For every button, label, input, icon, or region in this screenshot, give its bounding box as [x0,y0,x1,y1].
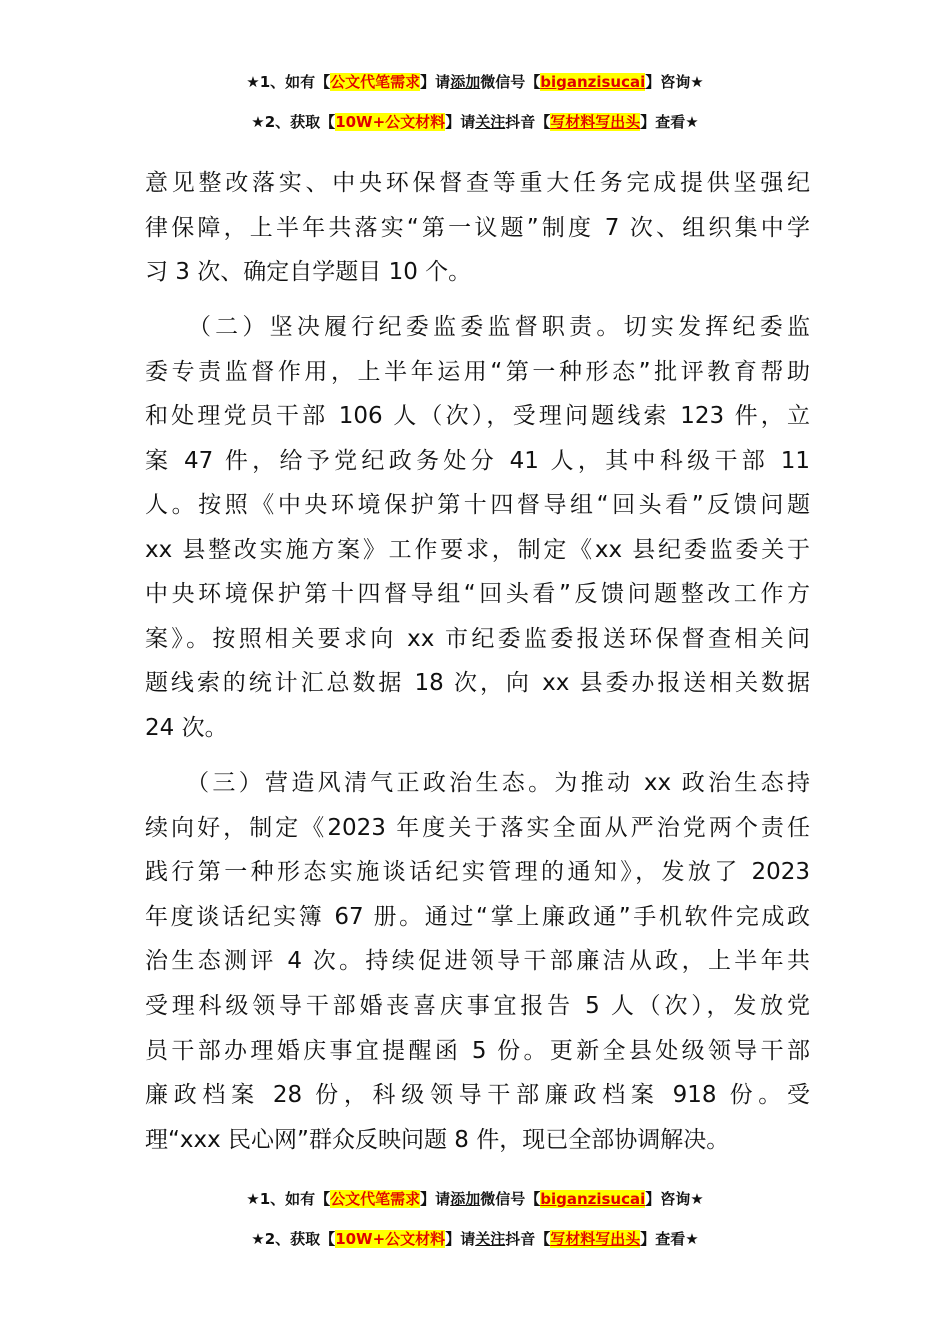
banner-text: ★1、如有【 [246,1190,331,1208]
text-line: 员干部办理婚庆事宜提醒函 5 份。更新全县处级领导干部 [145,1038,810,1064]
text-line: 理“xxx 民心网”群众反映问题 8 件，现已全部协调解决。 [145,1127,730,1153]
banner-text: 抖音【 [505,113,551,131]
promo-banner-top-1 [0,71,950,92]
promo-banner-bottom-1 [0,1188,950,1209]
banner-text: 微信号【 [480,1190,541,1208]
text-line: 意见整改落实、中央环保督查等重大任务完成提供坚强纪 [145,170,810,196]
banner-highlight: 10W+公文材料 [335,113,446,131]
banner-text: 抖音【 [505,1230,551,1248]
text-line: 年度谈话纪实簿 67 册。通过“掌上廉政通”手机软件完成政 [145,904,810,930]
banner-text: 添加 [450,73,481,91]
text-line: 中央环境保护第十四督导组“回头看”反馈问题整改工作方 [145,581,810,607]
text-line: 受理科级领导干部婚丧喜庆事宜报告 5 人（次），发放党 [145,993,810,1019]
text-line: 和处理党员干部 106 人（次），受理问题线索 123 件，立 [145,403,810,429]
text-line: 24 次。 [145,715,228,741]
text-line: 廉政档案 28 份，科级领导干部廉政档案 918 份。受 [145,1082,810,1108]
banner-text: 添加 [450,1190,481,1208]
wechat-id: biganzisucai [540,73,646,91]
douyin-id: 写材料写出头 [550,113,641,131]
banner-highlight: 10W+公文材料 [335,1230,446,1248]
banner-text: 】查看★ [640,1230,699,1248]
text-line: 人。按照《中央环境保护第十四督导组“回头看”反馈问题 [145,492,810,518]
promo-banner-top-2 [0,111,950,132]
banner-text: 微信号【 [480,73,541,91]
banner-text: 】查看★ [640,113,699,131]
text-line: xx 县整改实施方案》工作要求，制定《xx 县纪委监委关于 [145,537,810,563]
text-line: 案 47 件，给予党纪政务处分 41 人，其中科级干部 11 [145,448,810,474]
banner-text: ★2、获取【 [251,113,336,131]
banner-text: 】请 [420,1190,451,1208]
banner-text: 】请 [445,113,476,131]
text-line: 案》。按照相关要求向 xx 市纪委监委报送环保督查相关问 [145,626,810,652]
text-line: （三）营造风清气正政治生态。为推动 xx 政治生态持 [145,770,810,796]
banner-text: 】请 [445,1230,476,1248]
text-line: 治生态测评 4 次。持续促进领导干部廉洁从政，上半年共 [145,948,810,974]
banner-text: 】咨询★ [645,1190,704,1208]
banner-text: ★1、如有【 [246,73,331,91]
text-line: 续向好，制定《2023 年度关于落实全面从严治党两个责任 [145,815,810,841]
banner-text: 】请 [420,73,451,91]
banner-highlight: 公文代笔需求 [330,1190,421,1208]
wechat-id: biganzisucai [540,1190,646,1208]
text-line: 委专责监督作用，上半年运用“第一种形态”批评教育帮助 [145,359,810,385]
text-line: （二）坚决履行纪委监委监督职责。切实发挥纪委监 [145,314,810,340]
banner-text: 关注 [475,1230,506,1248]
text-line: 题线索的统计汇总数据 18 次，向 xx 县委办报送相关数据 [145,670,810,696]
promo-banner-bottom-2 [0,1228,950,1249]
text-line: 践行第一种形态实施谈话纪实管理的通知》，发放了 2023 [145,859,810,885]
banner-text: ★2、获取【 [251,1230,336,1248]
banner-text: 】咨询★ [645,73,704,91]
text-line: 律保障，上半年共落实“第一议题”制度 7 次、组织集中学 [145,215,810,241]
douyin-id: 写材料写出头 [550,1230,641,1248]
banner-text: 关注 [475,113,506,131]
banner-highlight: 公文代笔需求 [330,73,421,91]
text-line: 习 3 次、确定自学题目 10 个。 [145,259,472,285]
